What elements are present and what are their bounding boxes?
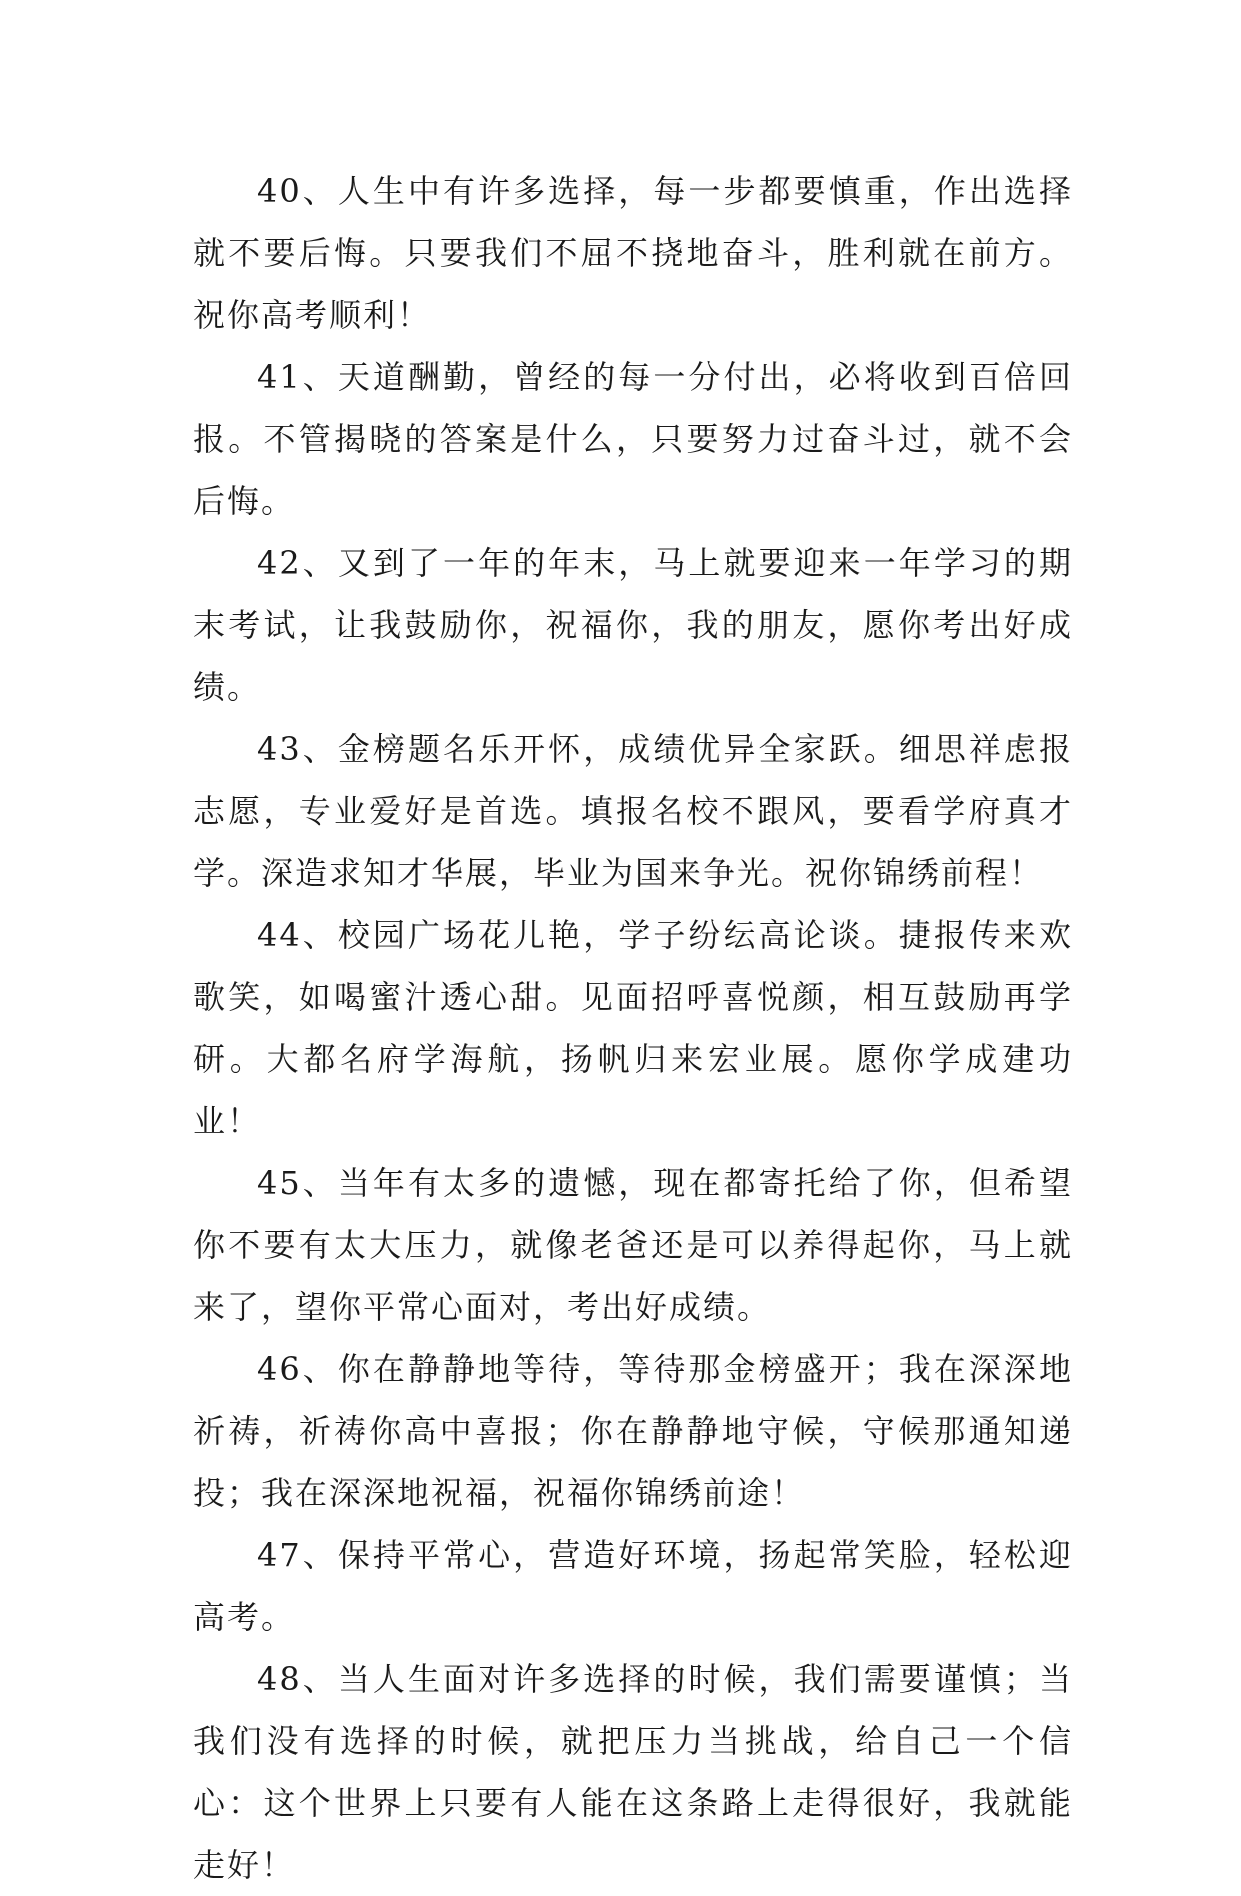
paragraph-43: 43、金榜题名乐开怀，成绩优异全家跃。细思祥虑报志愿，专业爱好是首选。填报名校不跟风，要看学府真才学。深造求知才华展，毕业为国来争光。祝你锦绣前程！ [193,730,1073,892]
document-body [193,160,1073,1896]
paragraph-42: 42、又到了一年的年末，马上就要迎来一年学习的期末考试，让我鼓励你，祝福你，我的朋友，愿你考出好成绩。 [193,544,1073,706]
paragraph-47: 47、保持平常心，营造好环境，扬起常笑脸，轻松迎高考。 [193,1536,1073,1636]
paragraph-48: 48、当人生面对许多选择的时候，我们需要谨慎；当我们没有选择的时候，就把压力当挑战，给自己一个信心：这个世界上只要有人能在这条路上走得很好，我就能走好！ [193,1660,1073,1884]
paragraph-46: 46、你在静静地等待，等待那金榜盛开；我在深深地祈祷，祈祷你高中喜报；你在静静地守候，守候那通知递投；我在深深地祝福，祝福你锦绣前途！ [193,1350,1073,1512]
paragraph-40: 40、人生中有许多选择，每一步都要慎重，作出选择就不要后悔。只要我们不屈不挠地奋斗，胜利就在前方。祝你高考顺利！ [193,172,1073,334]
paragraph-44: 44、校园广场花儿艳，学子纷纭高论谈。捷报传来欢歌笑，如喝蜜汁透心甜。见面招呼喜悦颜，相互鼓励再学研。大都名府学海航，扬帆归来宏业展。愿你学成建功业！ [193,916,1073,1140]
paragraph-41: 41、天道酬勤，曾经的每一分付出，必将收到百倍回报。不管揭晓的答案是什么，只要努力过奋斗过，就不会后悔。 [193,358,1073,520]
paragraph-45: 45、当年有太多的遗憾，现在都寄托给了你，但希望你不要有太大压力，就像老爸还是可以养得起你，马上就来了，望你平常心面对，考出好成绩。 [193,1164,1073,1326]
